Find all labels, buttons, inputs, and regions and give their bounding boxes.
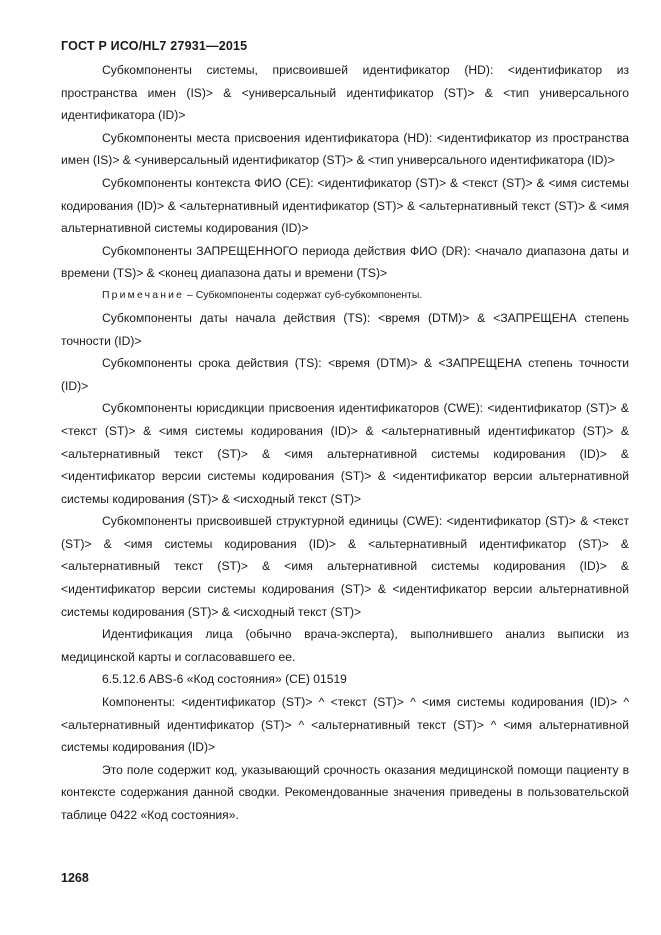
paragraph-hd-assigning-system: Субкомпоненты системы, присвоившей идентификатор (HD): <идентификатор из пространства имен (IS)> & <универсальный идентификатор (ST)> & <тип универсального идентификатора (ID)> [61,63,629,123]
paragraph-person-identification: Идентификация лица (обычно врача-эксперта), выполнившего анализ выписки из медицинской карты и согласовавшего ее. [61,627,629,664]
document-body [61,59,629,827]
document-header: ГОСТ Р ИСО/HL7 27931—2015 [61,39,248,53]
paragraph-ts-start-date: Субкомпоненты даты начала действия (TS): <время (DTM)> & <ЗАПРЕЩЕНА степень точности (ID)> [61,310,629,348]
note-text: – Субкомпоненты содержат суб-субкомпоненты. [184,289,423,301]
paragraph-cwe-jurisdiction: Субкомпоненты юрисдикции присвоения идентификаторов (CWE): <идентификатор (ST)> & <текст (ST)> & <имя системы кодирования (ID)> & <альтернативный идентификатор (ST)> & <альтернативный текст (ST)> & <имя альтернативной системы кодирования (ID)> & <идентификатор версии системы кодирования (ST)> & <идентификатор версии альтернативной системы кодирования (ST)> & <исходный текст (ST)> [61,401,629,506]
paragraph-ce-name-context: Субкомпоненты контекста ФИО (CE): <идентификатор (ST)> & <текст (ST)> & <имя системы кодирования (ID)> & <альтернативный идентификатор (ST)> & <альтернативный текст (ST)> & <имя альтернативной системы кодирования (ID)> [61,175,629,236]
paragraph-dr-name-validity: Субкомпоненты ЗАПРЕЩЕННОГО периода действия ФИО (DR): <начало диапазона даты и времени (TS)> & <конец диапазона даты и времени (TS)> [61,243,629,281]
note-label: Примечание [102,289,185,301]
note [61,285,629,307]
page-number: 1268 [61,871,89,885]
paragraph-components: Компоненты: <идентификатор (ST)> ^ <текст (ST)> ^ <имя системы кодирования (ID)> ^ <альтернативный идентификатор (ST)> ^ <альтернативный текст (ST)> ^ <имя альтернативной системы кодирования (ID)> [61,695,629,755]
paragraph-hd-assigning-place: Субкомпоненты места присвоения идентификатора (HD): <идентификатор из пространства имен (IS)> & <универсальный идентификатор (ST)> & <тип универсального идентификатора (ID)> [61,130,629,168]
paragraph-cwe-assigning-unit: Субкомпоненты присвоившей структурной единицы (CWE): <идентификатор (ST)> & <текст (ST)> & <имя системы кодирования (ID)> & <альтернативный идентификатор (ST)> & <альтернативный текст (ST)> & <имя альтернативной системы кодирования (ID)> & <идентификатор версии системы кодирования (ST)> & <идентификатор версии альтернативной системы кодирования (ST)> & <исходный текст (ST)> [61,514,629,619]
paragraph-ts-expiry: Субкомпоненты срока действия (TS): <время (DTM)> & <ЗАПРЕЩЕНА степень точности (ID)> [61,356,629,393]
section-heading: 6.5.12.6 ABS-6 «Код состояния» (CE) 01519 [102,672,347,687]
paragraph-field-description: Это поле содержит код, указывающий срочность оказания медицинской помощи пациенту в контексте содержания данной сводки. Рекомендованные значения приведены в пользовательской таблице 0422 «Код состояния». [61,762,629,822]
